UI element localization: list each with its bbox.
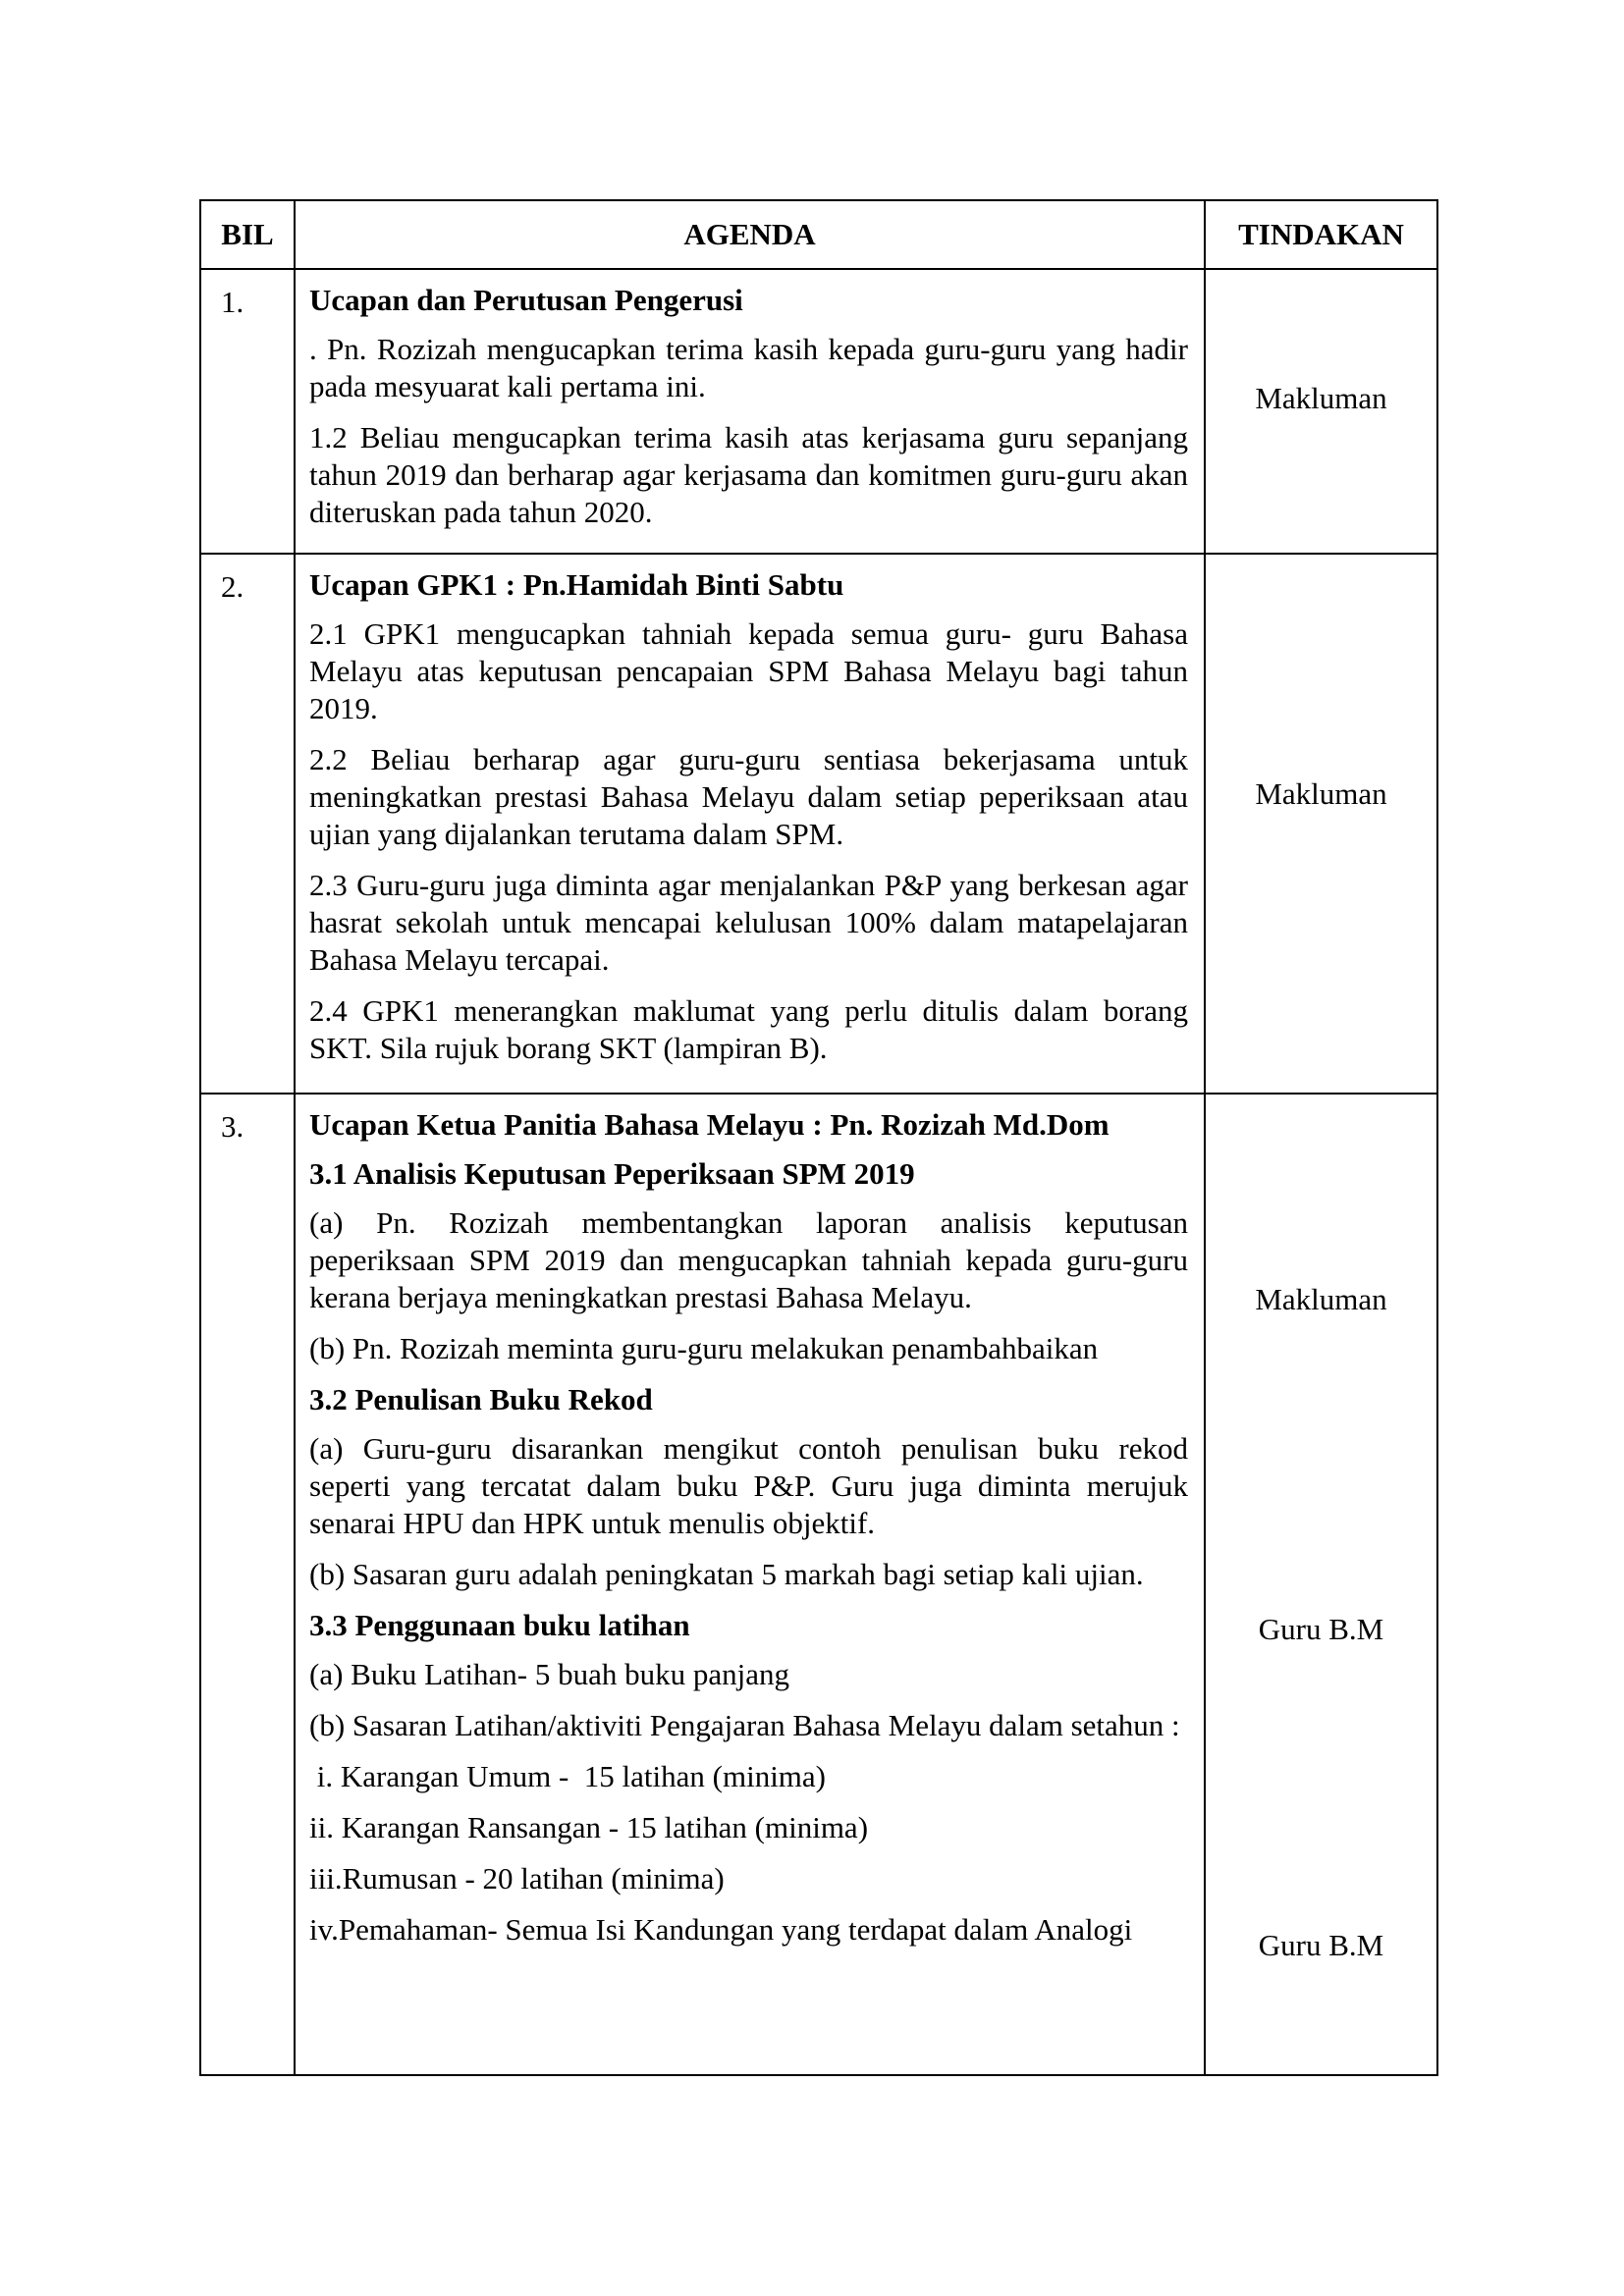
row-number: 3. xyxy=(200,1094,295,2075)
action-label: Makluman xyxy=(1255,1282,1387,1316)
list-item: iv.Pemahaman- Semua Isi Kandungan yang terdapat dalam Analogi xyxy=(309,1912,1133,1947)
row-number: 1. xyxy=(200,269,295,554)
section-title: 3.1 Analisis Keputusan Peperiksaan SPM 2019 xyxy=(309,1156,915,1191)
list-item: iii.Rumusan - 20 latihan (minima) xyxy=(309,1861,725,1896)
agenda-paragraph: (b) Pn. Rozizah meminta guru-guru melakukan penambahbaikan xyxy=(309,1331,1099,1365)
table-row xyxy=(200,1094,1437,2075)
agenda-cell xyxy=(295,269,1205,554)
agenda-heading: Ucapan dan Perutusan Pengerusi xyxy=(309,283,743,317)
table-row xyxy=(200,554,1437,1094)
agenda-paragraph: 2.3 Guru-guru juga diminta agar menjalankan P&P yang berkesan agar hasrat sekolah untuk mencapai kelulusan 100% dalam matapelajaran Bahasa Melayu tercapai. xyxy=(309,868,1188,977)
agenda-paragraph: 2.4 GPK1 menerangkan maklumat yang perlu ditulis dalam borang SKT. Sila rujuk borang SKT (lampiran B). xyxy=(309,993,1188,1065)
agenda-table xyxy=(199,199,1438,2076)
header-tindakan: TINDAKAN xyxy=(1205,200,1437,269)
agenda-heading: Ucapan Ketua Panitia Bahasa Melayu : Pn. Rozizah Md.Dom xyxy=(309,1107,1110,1142)
header-bil: BIL xyxy=(200,200,295,269)
row-number: 2. xyxy=(200,554,295,1094)
list-item: i. Karangan Umum - 15 latihan (minima) xyxy=(309,1759,827,1793)
agenda-paragraph: 1.2 Beliau mengucapkan terima kasih atas kerjasama guru sepanjang tahun 2019 dan berharap agar kerjasama dan komitmen guru-guru akan diteruskan pada tahun 2020. xyxy=(309,420,1188,529)
action-label: Guru B.M xyxy=(1258,1612,1384,1646)
agenda-paragraph: (a) Buku Latihan- 5 buah buku panjang xyxy=(309,1657,789,1691)
agenda-paragraph: 2.1 GPK1 mengucapkan tahniah kepada semua guru- guru Bahasa Melayu atas keputusan pencapaian SPM Bahasa Melayu bagi tahun 2019. xyxy=(309,616,1188,725)
agenda-paragraph: (a) Guru-guru disarankan mengikut contoh penulisan buku rekod seperti yang tercatat dalam buku P&P. Guru juga diminta merujuk senarai HPU dan HPK untuk menulis objektif. xyxy=(309,1431,1188,1540)
action-label: Guru B.M xyxy=(1258,1928,1384,1962)
table-row xyxy=(200,269,1437,554)
agenda-cell xyxy=(295,1094,1205,2075)
list-item: ii. Karangan Ransangan - 15 latihan (minima) xyxy=(309,1810,869,1844)
action-cell xyxy=(1205,269,1437,554)
action-cell xyxy=(1205,1094,1437,2075)
agenda-paragraph: . Pn. Rozizah mengucapkan terima kasih kepada guru-guru yang hadir pada mesyuarat kali pertama ini. xyxy=(309,332,1188,403)
header-agenda: AGENDA xyxy=(295,200,1205,269)
action-cell xyxy=(1205,554,1437,1094)
agenda-paragraph: 2.2 Beliau berharap agar guru-guru sentiasa bekerjasama untuk meningkatkan prestasi Bahasa Melayu dalam setiap peperiksaan atau ujian yang dijalankan terutama dalam SPM. xyxy=(309,742,1188,851)
agenda-paragraph: (b) Sasaran guru adalah peningkatan 5 markah bagi setiap kali ujian. xyxy=(309,1557,1144,1591)
action-label: Makluman xyxy=(1255,776,1387,811)
agenda-cell xyxy=(295,554,1205,1094)
table-header-row xyxy=(200,200,1437,269)
agenda-paragraph: (a) Pn. Rozizah membentangkan laporan analisis keputusan peperiksaan SPM 2019 dan mengucapkan tahniah kepada guru-guru kerana berjaya meningkatkan prestasi Bahasa Melayu. xyxy=(309,1205,1188,1314)
section-title: 3.2 Penulisan Buku Rekod xyxy=(309,1382,653,1416)
action-label: Makluman xyxy=(1255,381,1387,415)
agenda-heading: Ucapan GPK1 : Pn.Hamidah Binti Sabtu xyxy=(309,567,844,602)
agenda-paragraph: (b) Sasaran Latihan/aktiviti Pengajaran Bahasa Melayu dalam setahun : xyxy=(309,1708,1180,1742)
section-title: 3.3 Penggunaan buku latihan xyxy=(309,1608,690,1642)
